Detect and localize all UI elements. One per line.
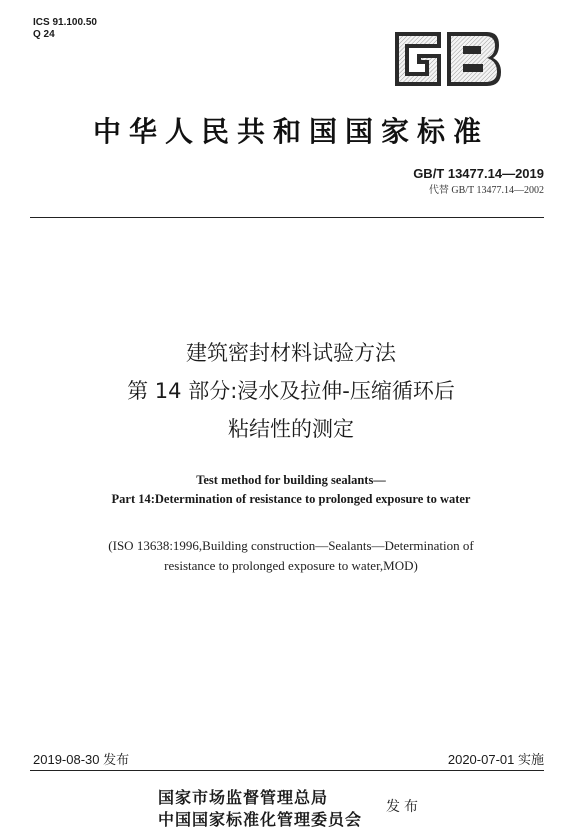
iso-reference [0, 536, 582, 576]
standard-number: GB/T 13477.14—2019 [413, 166, 544, 181]
header-divider [30, 217, 544, 218]
publish-date-value: 2019-08-30 [33, 752, 100, 767]
iso-reference-line-1: (ISO 13638:1996,Building construction—Sealants—Determination of [108, 538, 474, 553]
gb-logo [385, 28, 503, 90]
issuing-authorities [158, 787, 362, 831]
english-title [0, 471, 582, 509]
issuer-line-1: 国家市场监督管理总局 [158, 788, 329, 807]
issuer-line-2: 中国国家标准化管理委员会 [158, 810, 363, 829]
chinese-title-line-2: 第 14 部分:浸水及拉伸-压缩循环后 [127, 379, 455, 403]
chinese-title-line-3: 粘结性的测定 [228, 417, 354, 441]
issue-verb: 发布 [386, 799, 422, 815]
publish-label: 发布 [103, 753, 130, 768]
chinese-title [0, 334, 582, 448]
english-title-line-2: Part 14:Determination of resistance to prolonged exposure to water [111, 492, 471, 506]
iso-reference-line-2: resistance to prolonged exposure to water,MOD) [164, 558, 418, 573]
footer-divider [30, 770, 544, 771]
english-title-line-1: Test method for building sealants— [196, 473, 386, 487]
classification-codes [33, 17, 97, 41]
standard-type-title: 中华人民共和国国家标准 [92, 115, 489, 148]
replaces-standard: 代替 GB/T 13477.14—2002 [428, 185, 544, 196]
publish-date [33, 749, 129, 768]
chinese-title-line-1: 建筑密封材料试验方法 [186, 341, 396, 365]
ccs-code: Q 24 [33, 29, 55, 40]
implement-date-value: 2020-07-01 [447, 752, 515, 767]
implement-label: 实施 [517, 753, 544, 768]
implement-date [448, 749, 544, 768]
ics-code: ICS 91.100.50 [33, 17, 97, 28]
